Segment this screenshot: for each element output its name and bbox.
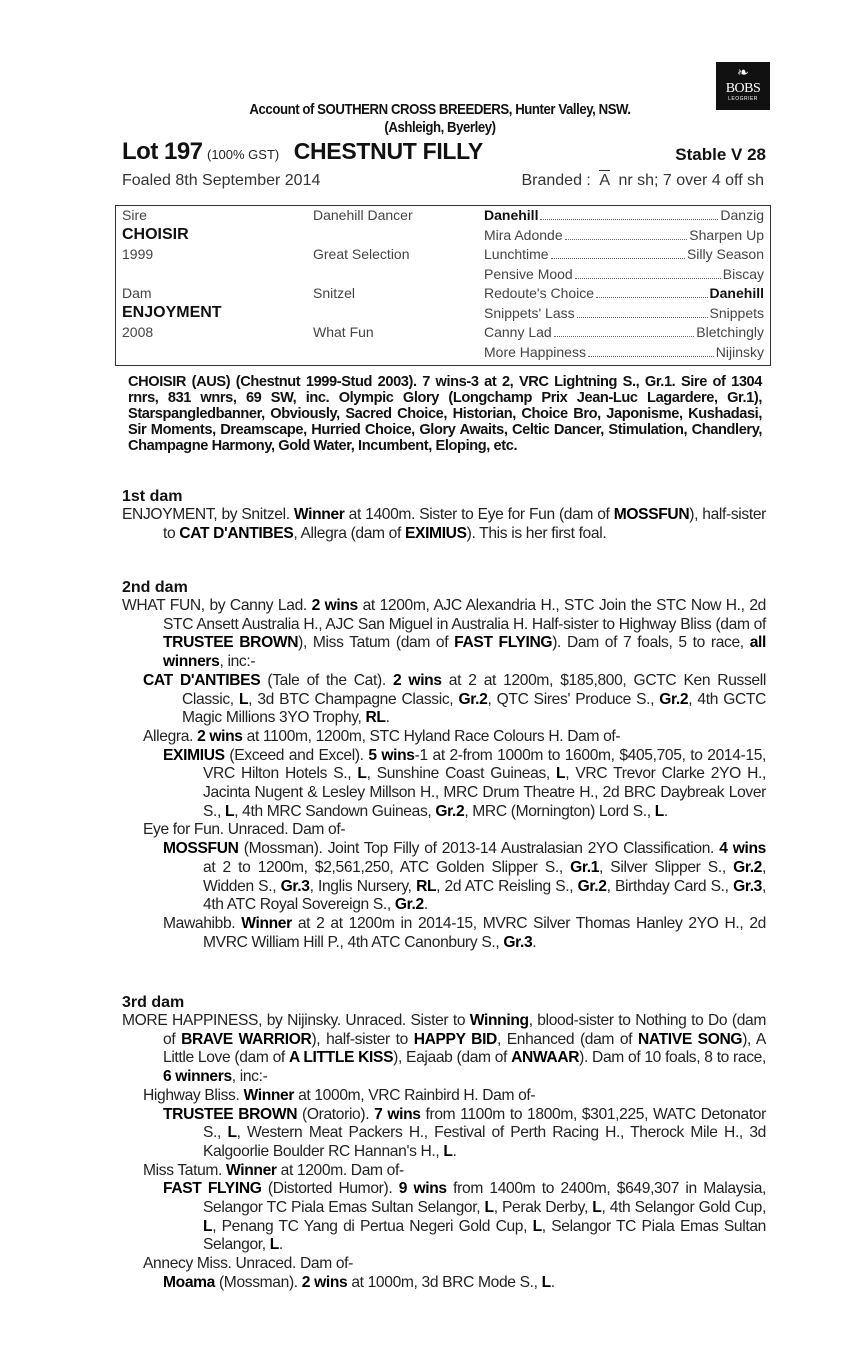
- bold-text: all winners: [163, 634, 767, 671]
- bold-text: RL: [416, 877, 437, 895]
- dot-leader: [551, 245, 685, 259]
- bold-text: L: [269, 1236, 279, 1254]
- stable-location: Stable V 28: [675, 145, 766, 164]
- bold-text: CAT D'ANTIBES: [143, 671, 261, 689]
- bold-text: 4 wins: [719, 840, 766, 858]
- bold-text: L: [532, 1217, 542, 1235]
- pedigree-gen3-row: [484, 226, 764, 245]
- branded-label: Branded :: [521, 172, 591, 189]
- family-entry: [122, 1274, 766, 1293]
- text: -1 at 2-from 1000m to 1600m, $405,705, to 2014-15, VRC Hilton Hotels S.,: [203, 746, 767, 783]
- text: at 1000m, VRC Rainbird H. Dam of-: [294, 1086, 536, 1104]
- sire-summary: CHOISIR (AUS) (Chestnut 1999-Stud 2003). 7 wins-3 at 2, VRC Lightning S., Gr.1. Sire of 1304 rnrs, 831 wnrs, 69 SW, inc. Olympic Glory (Longchamp Prix Jean-Luc Lagardere, Gr.1), Starspangledbanner, Obviously, Sacred Choice, Historian, Choice Bro, Japonisme, Kushadasi, Sir Moments, Dreamscape, Hurried Choice, Glory Awaits, Celtic Dancer, Stimulation, Chandlery, Champagne Harmony, Gold Water, Incumbent, Eloping, etc.: [128, 374, 762, 454]
- bold-text: Gr.2: [435, 802, 465, 820]
- gst-note: (100% GST): [206, 147, 280, 162]
- text: MORE HAPPINESS, by Nijinsky. Unraced. Sister to: [122, 1012, 470, 1029]
- text: ), half-sister to: [163, 506, 766, 542]
- text: at 2 at 1200m in 2014-15, MVRC Silver Thomas Hanley 2YO H., 2d MVRC William Hill P., 4th ATC Canonbury S.,: [203, 914, 766, 951]
- text: Highway Bliss.: [143, 1086, 244, 1104]
- bold-text: L: [238, 690, 249, 708]
- lot-description: CHESTNUT FILLY: [293, 138, 483, 164]
- text: , 4th MRC Sandown Guineas,: [234, 802, 436, 820]
- text: (Exceed and Excel).: [224, 746, 369, 764]
- bold-text: Gr.2: [577, 877, 607, 895]
- text: , Sunshine Coast Guineas,: [366, 765, 557, 783]
- text: at 2 to 1200m, $2,561,250, ATC Golden Slipper S.,: [203, 858, 571, 876]
- family-entry: [122, 1180, 766, 1255]
- gen3-damsire: Danzig: [720, 207, 764, 223]
- text: at 2 at 1200m, $185,800, GCTC Ken Russell Classic,: [182, 671, 766, 708]
- family-entry: [122, 840, 766, 915]
- text: (Distorted Humor).: [261, 1180, 399, 1198]
- bold-text: 2 wins: [301, 1273, 348, 1291]
- text: (Tale of the Cat).: [260, 671, 393, 689]
- text: ), half-sister to: [311, 1030, 414, 1048]
- section-heading: 2nd dam: [122, 579, 188, 596]
- dam-dam: What Fun: [313, 324, 374, 340]
- gen3-sire: Pensive Mood: [484, 265, 573, 282]
- bold-text: BRAVE WARRIOR: [181, 1030, 312, 1048]
- text: .: [550, 1273, 555, 1291]
- bold-text: Gr.3: [733, 877, 763, 895]
- pedigree-gen3-row: [484, 245, 764, 264]
- bold-text: 2 wins: [197, 727, 243, 745]
- bold-text: L: [654, 802, 664, 820]
- dam-sire: Snitzel: [313, 285, 356, 301]
- gen3-damsire: Biscay: [722, 265, 764, 282]
- lot-number: Lot 197: [122, 138, 203, 165]
- text: Allegra.: [143, 727, 198, 745]
- bold-text: Winner: [293, 506, 345, 523]
- pedigree-gen3-row: [484, 343, 764, 362]
- family-entry: [122, 747, 766, 822]
- horse-icon: ❧: [737, 64, 749, 80]
- dam-section: [122, 487, 766, 543]
- section-heading: 1st dam: [122, 488, 183, 505]
- pedigree-gen3-row: [484, 265, 764, 284]
- vendor-studs: (Ashleigh, Byerley): [384, 119, 496, 136]
- family-entry: [122, 597, 766, 672]
- text: , Selangor TC Piala Emas Sultan Selangor,: [203, 1217, 766, 1254]
- family-entry: [122, 915, 766, 952]
- gen3-sire: More Happiness: [484, 343, 586, 360]
- text: , QTC Sires' Produce S.,: [487, 690, 660, 708]
- text: , Penang TC Yang di Pertua Negeri Gold Cup,: [212, 1217, 533, 1235]
- text: , Birthday Card S.,: [606, 877, 734, 895]
- bold-text: Gr.2: [733, 858, 763, 876]
- bold-text: EXIMIUS: [163, 746, 225, 764]
- dam-section: [122, 578, 766, 952]
- text: , 4th Selangor Gold Cup,: [601, 1199, 766, 1217]
- bold-text: Winner: [226, 1161, 277, 1179]
- gen3-damsire: Sharpen Up: [689, 226, 764, 243]
- brand-detail: nr sh; 7 over 4 off sh: [618, 172, 764, 189]
- text: Eye for Fun. Unraced. Dam of-: [143, 821, 346, 839]
- foaled-date: Foaled 8th September 2014: [122, 172, 321, 189]
- bold-text: L: [484, 1199, 494, 1217]
- bold-text: L: [225, 802, 235, 820]
- bobs-logo: [716, 62, 770, 110]
- gen3-damsire: Silly Season: [686, 246, 764, 262]
- text: at 1100m, 1200m, STC Hyland Race Colours H. Dam of-: [242, 727, 621, 745]
- sire-label: Sire: [122, 207, 147, 223]
- dam-label: Dam: [122, 285, 152, 301]
- logo-sub: LEOGRIER: [728, 96, 758, 102]
- bold-text: 7 wins: [374, 1105, 421, 1123]
- brand-info: [521, 172, 764, 190]
- gen3-sire: Snippets' Lass: [484, 304, 575, 321]
- bold-text: MOSSFUN: [613, 506, 690, 523]
- dot-leader: [588, 343, 714, 357]
- bold-text: FAST FLYING: [454, 634, 553, 652]
- text: ). Dam of 10 foals, 8 to race,: [579, 1049, 766, 1067]
- text: , 2d ATC Reisling S.,: [436, 877, 578, 895]
- dot-leader: [565, 226, 688, 240]
- bold-text: L: [227, 1124, 237, 1142]
- sire-year: 1999: [122, 246, 154, 262]
- text: , Allegra (dam of: [293, 524, 405, 542]
- bold-text: Winner: [241, 914, 292, 932]
- vendor-account: Account of SOUTHERN CROSS BREEDERS, Hunter Valley, NSW.: [249, 101, 631, 118]
- dam-name: ENJOYMENT: [122, 304, 222, 321]
- bold-text: L: [556, 765, 566, 783]
- family-entry: [122, 1087, 766, 1106]
- family-entry: [122, 672, 766, 728]
- gen3-sire: Redoute's Choice: [484, 285, 595, 301]
- bold-text: FAST FLYING: [163, 1180, 262, 1198]
- text: ), Eajaab (dam of: [393, 1049, 512, 1067]
- bold-text: MOSSFUN: [163, 840, 239, 858]
- text: (Mossman). Joint Top Filly of 2013-14 Australasian 2YO Classification.: [238, 840, 720, 858]
- bold-text: HAPPY BID: [413, 1030, 497, 1048]
- text: from 1100m to 1800m, $301,225, WATC Detonator S.,: [203, 1105, 766, 1142]
- text: , Widden S.,: [203, 858, 766, 895]
- text: (Mossman).: [214, 1273, 302, 1291]
- pedigree-table: [115, 205, 771, 366]
- text: .: [385, 709, 390, 727]
- sire-dam: Great Selection: [313, 246, 410, 262]
- bold-text: NATIVE SONG: [637, 1030, 743, 1048]
- bold-text: L: [592, 1199, 602, 1217]
- text: ENJOYMENT, by Snitzel.: [122, 506, 294, 523]
- brand-mark: A: [599, 172, 610, 189]
- gen3-sire: Danehill: [484, 207, 539, 223]
- bold-text: CAT D'ANTIBES: [179, 524, 294, 542]
- bold-text: A LITTLE KISS: [288, 1049, 394, 1067]
- text: Miss Tatum.: [143, 1161, 227, 1179]
- family-entry: [122, 506, 766, 543]
- pedigree-gen3-row: [484, 206, 764, 225]
- gen3-damsire: Nijinsky: [715, 343, 764, 360]
- bold-text: Winner: [243, 1086, 295, 1104]
- bold-text: Gr.2: [394, 896, 424, 914]
- sire-sire: Danehill Dancer: [313, 207, 413, 223]
- logo-name: BOBS: [725, 81, 761, 96]
- family-entry: [122, 1106, 766, 1162]
- pedigree-gen3-row: [484, 284, 764, 303]
- text: at 1400m. Sister to Eye for Fun (dam of: [344, 506, 614, 523]
- text: ), Miss Tatum (dam of: [298, 634, 455, 652]
- bold-text: 5 wins: [368, 746, 415, 764]
- text: ). This is her first foal.: [466, 524, 607, 542]
- dot-leader: [540, 206, 718, 220]
- text: at 1000m, 3d BRC Mode S.,: [347, 1273, 542, 1291]
- bold-text: L: [443, 1142, 453, 1160]
- dot-leader: [577, 304, 708, 318]
- text: , inc:-: [231, 1068, 268, 1086]
- gen3-sire: Canny Lad: [484, 324, 552, 340]
- dot-leader: [596, 284, 707, 298]
- text: WHAT FUN, by Canny Lad.: [122, 597, 312, 614]
- text: .: [423, 896, 428, 914]
- bold-text: L: [541, 1273, 551, 1291]
- text: , MRC (Mornington) Lord S.,: [464, 802, 655, 820]
- text: , Perak Derby,: [493, 1199, 593, 1217]
- bold-text: ANWAAR: [511, 1049, 580, 1067]
- dam-section: [122, 993, 766, 1293]
- gen3-sire: Lunchtime: [484, 246, 549, 262]
- section-heading: 3rd dam: [122, 994, 185, 1011]
- gen3-damsire: Snippets: [709, 304, 764, 321]
- text: , Western Meat Packers H., Festival of Perth Racing H., Therock Mile H., 3d Kalgoorlie Boulder RC Hannan's H.,: [203, 1124, 766, 1160]
- family-entry: [122, 728, 766, 747]
- bold-text: Gr.3: [503, 933, 533, 951]
- bold-text: RL: [365, 709, 386, 727]
- bold-text: L: [203, 1217, 213, 1235]
- text: , 4th GCTC Magic Millions 3YO Trophy,: [182, 690, 766, 727]
- bold-text: Moama: [163, 1273, 215, 1291]
- family-entry: [122, 1162, 766, 1181]
- text: ). Dam of 7 foals, 5 to race,: [552, 634, 750, 652]
- text: at 1200m, AJC Alexandria H., STC Join the STC Now H., 2d STC Ansett Australia H., AJC San Miguel in Australia H. Half-sister to Highway Bliss (dam of: [163, 597, 766, 633]
- text: , Inglis Nursery,: [309, 877, 417, 895]
- text: ), A Little Love (dam of: [163, 1030, 766, 1067]
- pedigree-gen3-row: [484, 304, 764, 323]
- bold-text: Winning: [469, 1012, 529, 1029]
- text: , Silver Slipper S.,: [599, 858, 734, 876]
- text: .: [452, 1142, 457, 1160]
- bold-text: Gr.2: [659, 690, 689, 708]
- text: , inc:-: [219, 653, 256, 671]
- pedigree-gen3-row: [484, 323, 764, 342]
- dot-leader: [575, 265, 721, 279]
- text: Annecy Miss. Unraced. Dam of-: [143, 1255, 353, 1273]
- text: .: [532, 933, 537, 951]
- text: , VRC Trevor Clarke 2YO H., Jacinta Nugent & Lesley Millson H., MRC Drum Theatre H., 2d BRC Daybreak Lover S.,: [203, 765, 766, 820]
- bold-text: TRUSTEE BROWN: [163, 634, 299, 652]
- family-entry: [122, 1255, 766, 1274]
- bold-text: 9 wins: [398, 1180, 447, 1198]
- bold-text: 2 wins: [392, 671, 442, 689]
- text: .: [278, 1236, 283, 1254]
- bold-text: TRUSTEE BROWN: [163, 1105, 298, 1123]
- text: , 4th ATC Royal Sovereign S.,: [203, 877, 766, 914]
- text: Mawahibb.: [163, 914, 242, 932]
- text: at 1200m. Dam of-: [276, 1161, 404, 1179]
- text: .: [663, 802, 668, 820]
- bold-text: Gr.1: [570, 858, 600, 876]
- text: from 1400m to 2400m, $649,307 in Malaysia, Selangor TC Piala Emas Sultan Selangor,: [203, 1180, 767, 1217]
- bold-text: 2 wins: [311, 597, 358, 614]
- text: (Oratorio).: [297, 1105, 375, 1123]
- gen3-sire: Mira Adonde: [484, 226, 563, 243]
- lot-header: [122, 138, 766, 168]
- bold-text: Gr.2: [458, 690, 488, 708]
- dot-leader: [554, 323, 695, 337]
- dam-year: 2008: [122, 324, 154, 340]
- gen3-damsire: Bletchingly: [696, 324, 764, 340]
- bold-text: EXIMIUS: [404, 524, 467, 542]
- text: , blood-sister to Nothing to Do (dam of: [163, 1012, 766, 1048]
- family-entry: [122, 821, 766, 840]
- text: , Enhanced (dam of: [496, 1030, 638, 1048]
- sire-name: CHOISIR: [122, 226, 189, 243]
- bold-text: 6 winners: [163, 1068, 232, 1086]
- bold-text: Gr.3: [280, 877, 310, 895]
- bold-text: L: [357, 765, 367, 783]
- gen3-damsire: Danehill: [709, 285, 764, 301]
- family-entry: [122, 1012, 766, 1087]
- text: , 3d BTC Champagne Classic,: [248, 690, 459, 708]
